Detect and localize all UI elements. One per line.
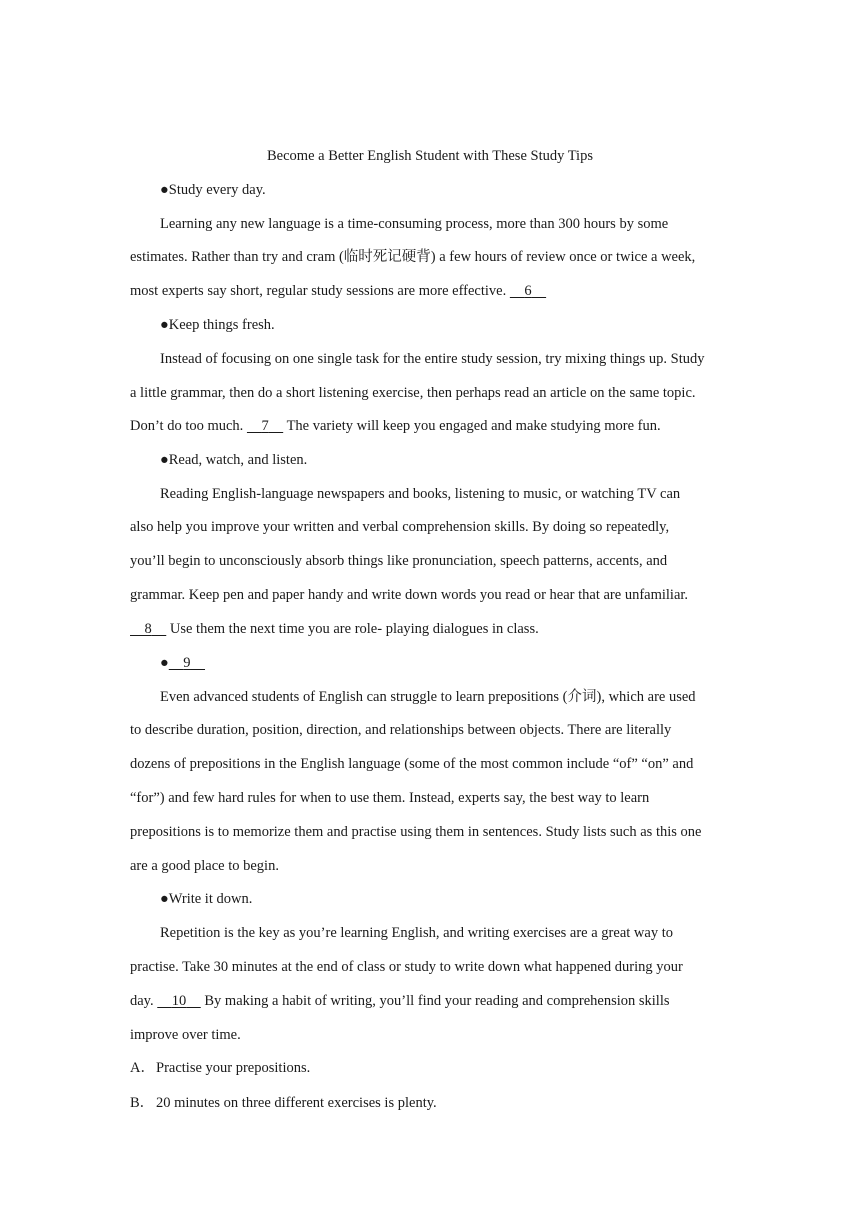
paragraph-line: Instead of focusing on one single task for the entire study session, try mixing things up. Study <box>160 351 705 367</box>
paragraph-text: The variety will keep you engaged and make studying more fun. <box>286 418 661 434</box>
paragraph-line: to describe duration, position, direction, and relationships between objects. There are literally <box>130 722 672 738</box>
paragraph-line: also help you improve your written and verbal comprehension skills. By doing so repeatedly, <box>130 519 670 535</box>
section-heading-keep-things-fresh: ●Keep things fresh. <box>160 317 275 333</box>
blank-6: 6 <box>524 283 532 299</box>
paragraph-line <box>130 991 730 1011</box>
paragraph-line <box>130 416 730 436</box>
paragraph-line: estimates. Rather than try and cram (临时死记硬背) a few hours of review once or twice a week, <box>130 249 696 265</box>
paragraph-line: grammar. Keep pen and paper handy and write down words you read or hear that are unfamiliar. <box>130 587 689 603</box>
paragraph-text: most experts say short, regular study sessions are more effective. <box>130 283 507 299</box>
section-heading-read-watch-listen: ●Read, watch, and listen. <box>160 452 308 468</box>
paragraph-text: By making a habit of writing, you’ll find your reading and comprehension skills <box>204 993 670 1009</box>
paragraph-line: Even advanced students of English can struggle to learn prepositions (介词), which are used <box>160 689 696 705</box>
paragraph-line: improve over time. <box>130 1027 241 1043</box>
section-heading-study-every-day: ●Study every day. <box>160 182 266 198</box>
blank-10: 10 <box>171 993 187 1009</box>
paragraph-line: you’ll begin to unconsciously absorb things like pronunciation, speech patterns, accents, and <box>130 553 668 569</box>
option-letter: A． <box>130 1060 155 1076</box>
paragraph-text: Use them the next time you are role- playing dialogues in class. <box>169 621 539 637</box>
section-heading-blank-9 <box>160 653 760 673</box>
blank-7: 7 <box>261 418 269 434</box>
blank-8: 8 <box>144 621 152 637</box>
option-b <box>130 1093 730 1113</box>
option-letter: B． <box>130 1095 155 1111</box>
paragraph-line: Learning any new language is a time-consuming process, more than 300 hours by some <box>160 216 669 232</box>
paragraph-line: dozens of prepositions in the English language (some of the most common include “of” “on” and <box>130 756 694 772</box>
option-text: 20 minutes on three different exercises is plenty. <box>156 1095 437 1111</box>
paragraph-line: are a good place to begin. <box>130 858 279 874</box>
paragraph-line: a little grammar, then do a short listening exercise, then perhaps read an article on the same topic. <box>130 385 696 401</box>
bullet: ● <box>160 655 169 671</box>
paragraph-line: practise. Take 30 minutes at the end of class or study to write down what happened during your <box>130 959 683 975</box>
option-text: Practise your prepositions. <box>156 1060 311 1076</box>
paragraph-line: prepositions is to memorize them and practise using them in sentences. Study lists such as this one <box>130 824 702 840</box>
option-a <box>130 1058 730 1078</box>
blank-9: 9 <box>183 655 191 671</box>
article-title: Become a Better English Student with These Study Tips <box>267 148 593 164</box>
paragraph-line: Reading English-language newspapers and books, listening to music, or watching TV can <box>160 486 681 502</box>
paragraph-line: “for”) and few hard rules for when to use them. Instead, experts say, the best way to learn <box>130 790 650 806</box>
section-heading-write-it-down: ●Write it down. <box>160 891 253 907</box>
paragraph-line: Repetition is the key as you’re learning English, and writing exercises are a great way to <box>160 925 673 941</box>
paragraph-text: Don’t do too much. <box>130 418 244 434</box>
paragraph-line <box>130 281 730 301</box>
paragraph-text: day. <box>130 993 154 1009</box>
paragraph-line <box>130 619 730 639</box>
